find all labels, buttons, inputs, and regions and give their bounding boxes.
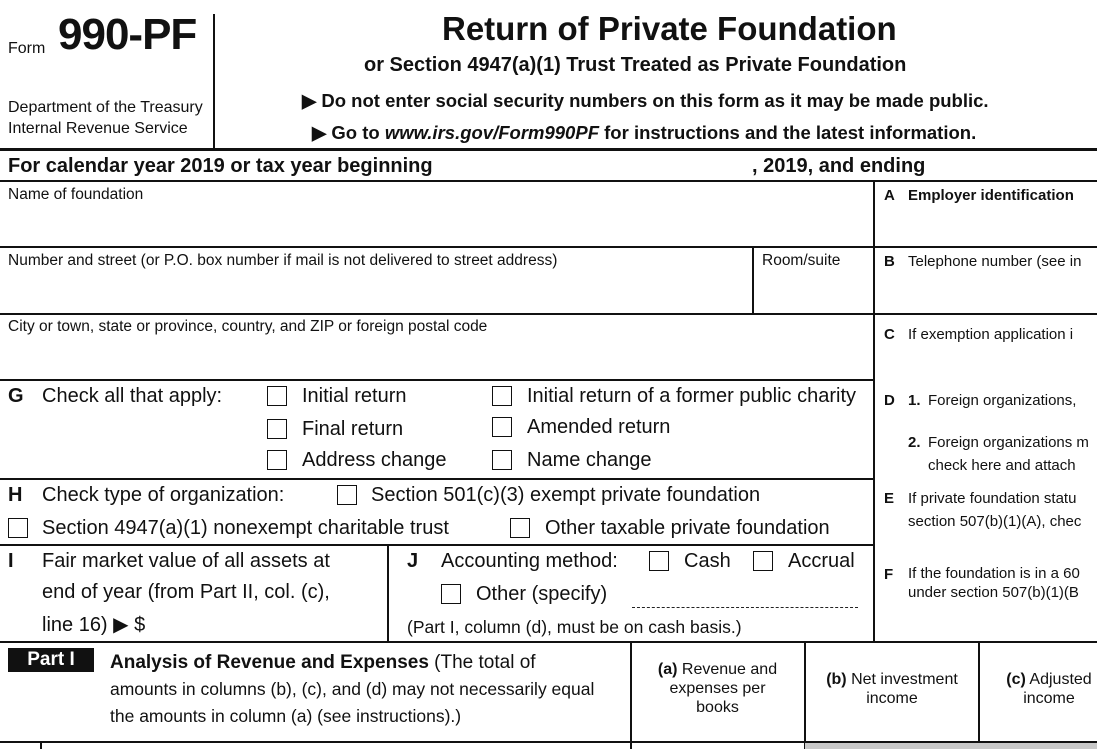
col-c-header: (c) Adjusted income (1006, 671, 1092, 707)
other-method-label: Other (specify) (476, 583, 608, 605)
cash-label: Cash (684, 550, 731, 572)
foreign-org-2-label: Foreign organizations m (928, 434, 1089, 451)
foreign-org-1-label: Foreign organizations, (928, 392, 1077, 409)
rule-top (0, 148, 1097, 151)
status-terminated-label-cont: section 507(b)(1)(A), chec (908, 513, 1082, 530)
accrual-label: Accrual (788, 550, 855, 572)
rule-city (0, 379, 873, 381)
accrual-checkbox[interactable] (753, 551, 773, 571)
page-title: Return of Private Foundation (442, 10, 897, 47)
instructions-notice: ▶ Go to www.irs.gov/Form990PF for instructions and the latest information. (312, 122, 977, 143)
telephone-label: Telephone number (see in (908, 253, 1082, 270)
section-i-letter: I (8, 550, 14, 572)
exemption-label: If exemption application i (908, 326, 1074, 343)
ij-divider (387, 545, 389, 641)
4947-trust-label: Section 4947(a)(1) nonexempt charitable trust (42, 517, 449, 539)
other-taxable-label: Other taxable private foundation (545, 517, 830, 539)
form-word: Form (8, 40, 46, 57)
amended-return-checkbox[interactable] (492, 417, 512, 437)
col-a-header: (a) Revenue and expenses per books (657, 661, 778, 716)
col-b-header: (b) Net investment income (826, 671, 958, 707)
final-return-checkbox[interactable] (267, 419, 287, 439)
part-1-desc-line2: amounts in columns (b), (c), and (d) may not necessarily equal (110, 679, 595, 699)
fmv-label-line3: line 16) ▶ $ (42, 614, 146, 636)
foreign-org-2-label-cont: check here and attach (928, 457, 1076, 474)
other-method-input[interactable] (632, 607, 858, 608)
section-g-letter: G (8, 385, 24, 407)
room-suite-label: Room/suite (762, 252, 841, 269)
name-change-checkbox[interactable] (492, 450, 512, 470)
service-name: Internal Revenue Service (8, 120, 188, 137)
other-taxable-checkbox[interactable] (510, 518, 530, 538)
rule-b (874, 313, 1097, 315)
line-d1-num: 1. (908, 392, 921, 409)
termination-label: If the foundation is in a 60 (908, 565, 1080, 582)
line-a-letter: A (884, 187, 895, 204)
name-change-label: Name change (527, 449, 652, 471)
page-subtitle: or Section 4947(a)(1) Trust Treated as Private Foundation (364, 54, 907, 76)
part-1-badge: Part I (8, 648, 94, 672)
employer-id-label: Employer identification (908, 187, 1074, 204)
section-g-label: Check all that apply: (42, 385, 223, 407)
part-1-title: Analysis of Revenue and Expenses (110, 652, 429, 673)
department-name: Department of the Treasury (8, 99, 203, 116)
city-label: City or town, state or province, country, and ZIP or foreign postal code (8, 318, 488, 335)
foundation-name-field[interactable] (0, 182, 873, 246)
shaded-cells (805, 743, 1097, 749)
line-e-letter: E (884, 490, 895, 507)
line-f-letter: F (884, 566, 894, 583)
part-1-title-line: Analysis of Revenue and Expenses (The total of (110, 652, 536, 673)
amended-return-label: Amended return (527, 416, 671, 438)
address-change-label: Address change (302, 449, 447, 471)
section-h-label: Check type of organization: (42, 484, 285, 506)
fmv-label-line2: end of year (from Part II, col. (c), (42, 581, 330, 603)
tax-year-label: For calendar year 2019 or tax year beginning (8, 155, 433, 177)
line-d2-num: 2. (908, 434, 921, 451)
address-change-checkbox[interactable] (267, 450, 287, 470)
rule-a (874, 246, 1097, 248)
final-return-label: Final return (302, 418, 404, 440)
form-number: 990-PF (58, 10, 197, 59)
header-divider (213, 14, 215, 148)
privacy-notice: ▶ Do not enter social security numbers on this form as it may be made public. (302, 90, 989, 111)
initial-return-label: Initial return (302, 385, 407, 407)
tax-year-ending: , 2019, and ending (752, 155, 926, 177)
initial-return-checkbox[interactable] (267, 386, 287, 406)
line-b-letter: B (884, 253, 895, 270)
rule-h (0, 544, 873, 546)
street-address-label: Number and street (or P.O. box number if mail is not delivered to street address) (8, 252, 558, 269)
rule-part1-top (0, 641, 1097, 643)
irs-link[interactable]: www.irs.gov/Form990PF (384, 122, 599, 143)
city-field[interactable] (0, 315, 873, 379)
cash-basis-note: (Part I, column (d), must be on cash basis.) (407, 617, 742, 637)
former-public-charity-checkbox[interactable] (492, 386, 512, 406)
street-address-field[interactable] (0, 248, 752, 312)
line-number-divider (40, 742, 42, 749)
room-suite-field[interactable] (754, 248, 873, 312)
cash-checkbox[interactable] (649, 551, 669, 571)
fmv-label-line1: Fair market value of all assets at (42, 550, 330, 572)
section-h-letter: H (8, 484, 23, 506)
section-j-letter: J (407, 550, 419, 572)
line-c-letter: C (884, 326, 895, 343)
former-public-charity-label: Initial return of a former public charity (527, 385, 857, 407)
other-method-checkbox[interactable] (441, 584, 461, 604)
501c3-label: Section 501(c)(3) exempt private foundation (371, 484, 761, 506)
rule-g (0, 478, 873, 480)
status-terminated-label: If private foundation statu (908, 490, 1077, 507)
accounting-method-label: Accounting method: (441, 550, 618, 572)
right-column-divider (873, 181, 875, 641)
part-1-desc-line3: the amounts in column (a) (see instructions).) (110, 706, 462, 726)
line-d-letter: D (884, 392, 895, 409)
4947-trust-checkbox[interactable] (8, 518, 28, 538)
termination-label-cont: under section 507(b)(1)(B (908, 584, 1079, 601)
foundation-name-label: Name of foundation (8, 186, 144, 203)
501c3-checkbox[interactable] (337, 485, 357, 505)
